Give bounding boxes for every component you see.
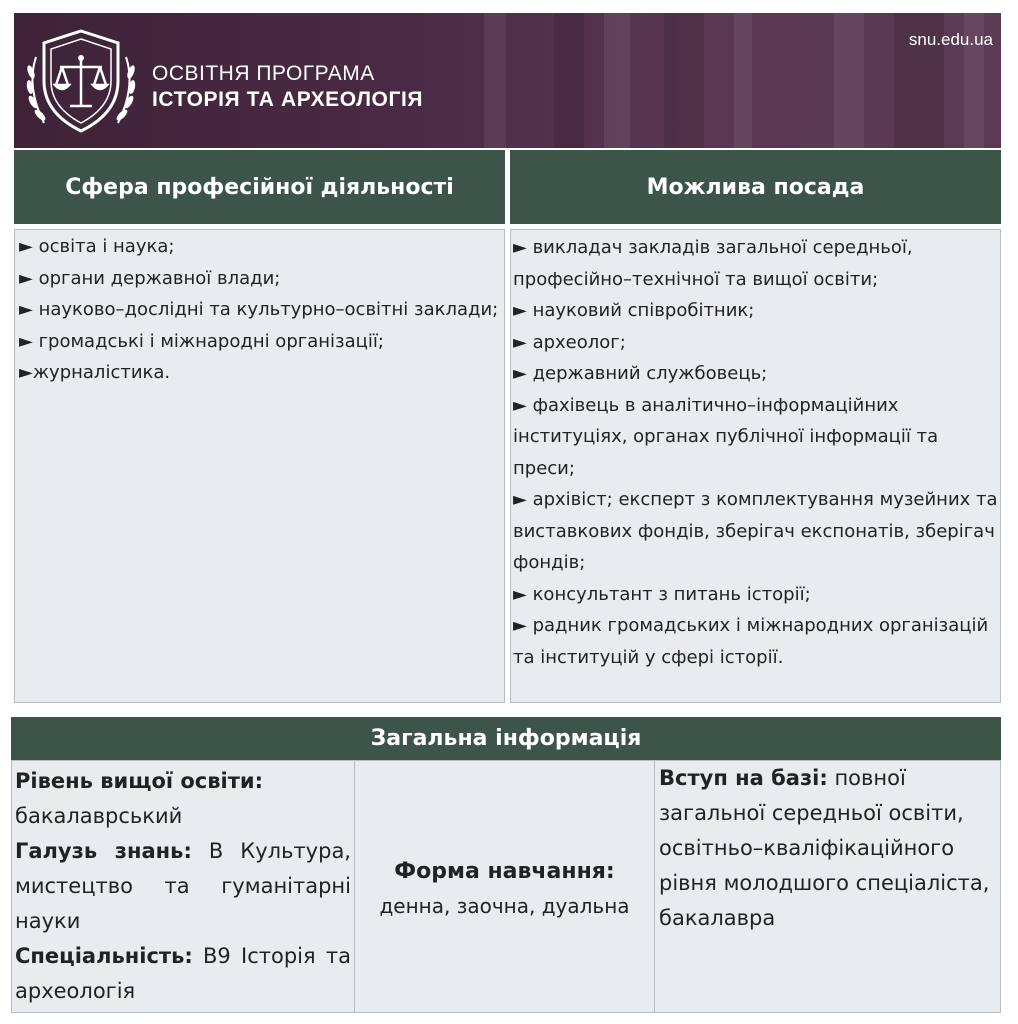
specialty-value: В9 Історія та археологія bbox=[15, 944, 351, 1003]
general-info-row bbox=[11, 760, 1001, 1013]
general-info-header: Загальна інформація bbox=[11, 717, 1001, 760]
list-item: ► архівіст; експерт з комплектування музейних та виставкових фондів, зберігач експонатів, зберігач фондів; bbox=[513, 489, 998, 573]
list-item: ►журналістика. bbox=[19, 362, 171, 383]
program-title-line1: ОСВІТНЯ ПРОГРАМА bbox=[152, 62, 375, 85]
possible-position-list bbox=[510, 229, 1001, 703]
specialty-label: Спеціальність: bbox=[15, 944, 193, 968]
list-item: ► органи державної влади; bbox=[19, 267, 281, 289]
list-item: ► консультант з питань історії; bbox=[513, 583, 811, 605]
level-value: бакалаврський bbox=[15, 804, 183, 828]
list-item: ► фахівець в аналітично–інформаційних інституціях, органах публічної інформації та преси; bbox=[513, 394, 939, 479]
study-form-value: денна, заочна, дуальна bbox=[379, 893, 630, 918]
study-form-label: Форма навчання: bbox=[394, 858, 615, 884]
list-item: ► освіта і наука; bbox=[19, 236, 175, 257]
professional-sphere-list bbox=[14, 229, 505, 703]
level-label: Рівень вищої освіти: bbox=[15, 769, 264, 793]
entry-value: повної загальної середньої освіти, освітньо–кваліфікаційного рівня молодшого спеціаліста, бакалавра bbox=[659, 766, 990, 930]
scales-shield-laurel-icon bbox=[22, 27, 140, 137]
list-item: ► громадські і міжнародні організації; bbox=[19, 330, 384, 352]
possible-position-header: Можлива посада bbox=[510, 150, 1001, 224]
site-url: snu.edu.ua bbox=[908, 30, 993, 49]
professional-sphere-header: Сфера професійної діяльності bbox=[14, 150, 505, 224]
field-label: Галузь знань: bbox=[15, 839, 192, 863]
list-item: ► археолог; bbox=[513, 331, 626, 353]
list-item: ► державний службовець; bbox=[513, 363, 768, 384]
header-banner bbox=[14, 13, 1001, 148]
entry-basis-cell bbox=[654, 760, 1001, 1013]
program-title bbox=[152, 61, 423, 113]
program-title-line2: ІСТОРІЯ ТА АРХЕОЛОГІЯ bbox=[152, 88, 424, 111]
education-details-cell bbox=[11, 760, 355, 1013]
list-item: ► науково–дослідні та культурно–освітні заклади; bbox=[19, 299, 499, 320]
list-item: ► радник громадських і міжнародних організацій та інституцій у сфері історії. bbox=[513, 615, 989, 668]
field-value: В Культура, мистецтво та гуманітарні науки bbox=[15, 839, 351, 933]
list-item: ► науковий співробітник; bbox=[513, 300, 755, 321]
entry-label: Вступ на базі: bbox=[659, 766, 828, 790]
list-item: ► викладач закладів загальної середньої, професійно–технічної та вищої освіти; bbox=[513, 237, 913, 290]
study-form-cell bbox=[354, 760, 655, 1013]
